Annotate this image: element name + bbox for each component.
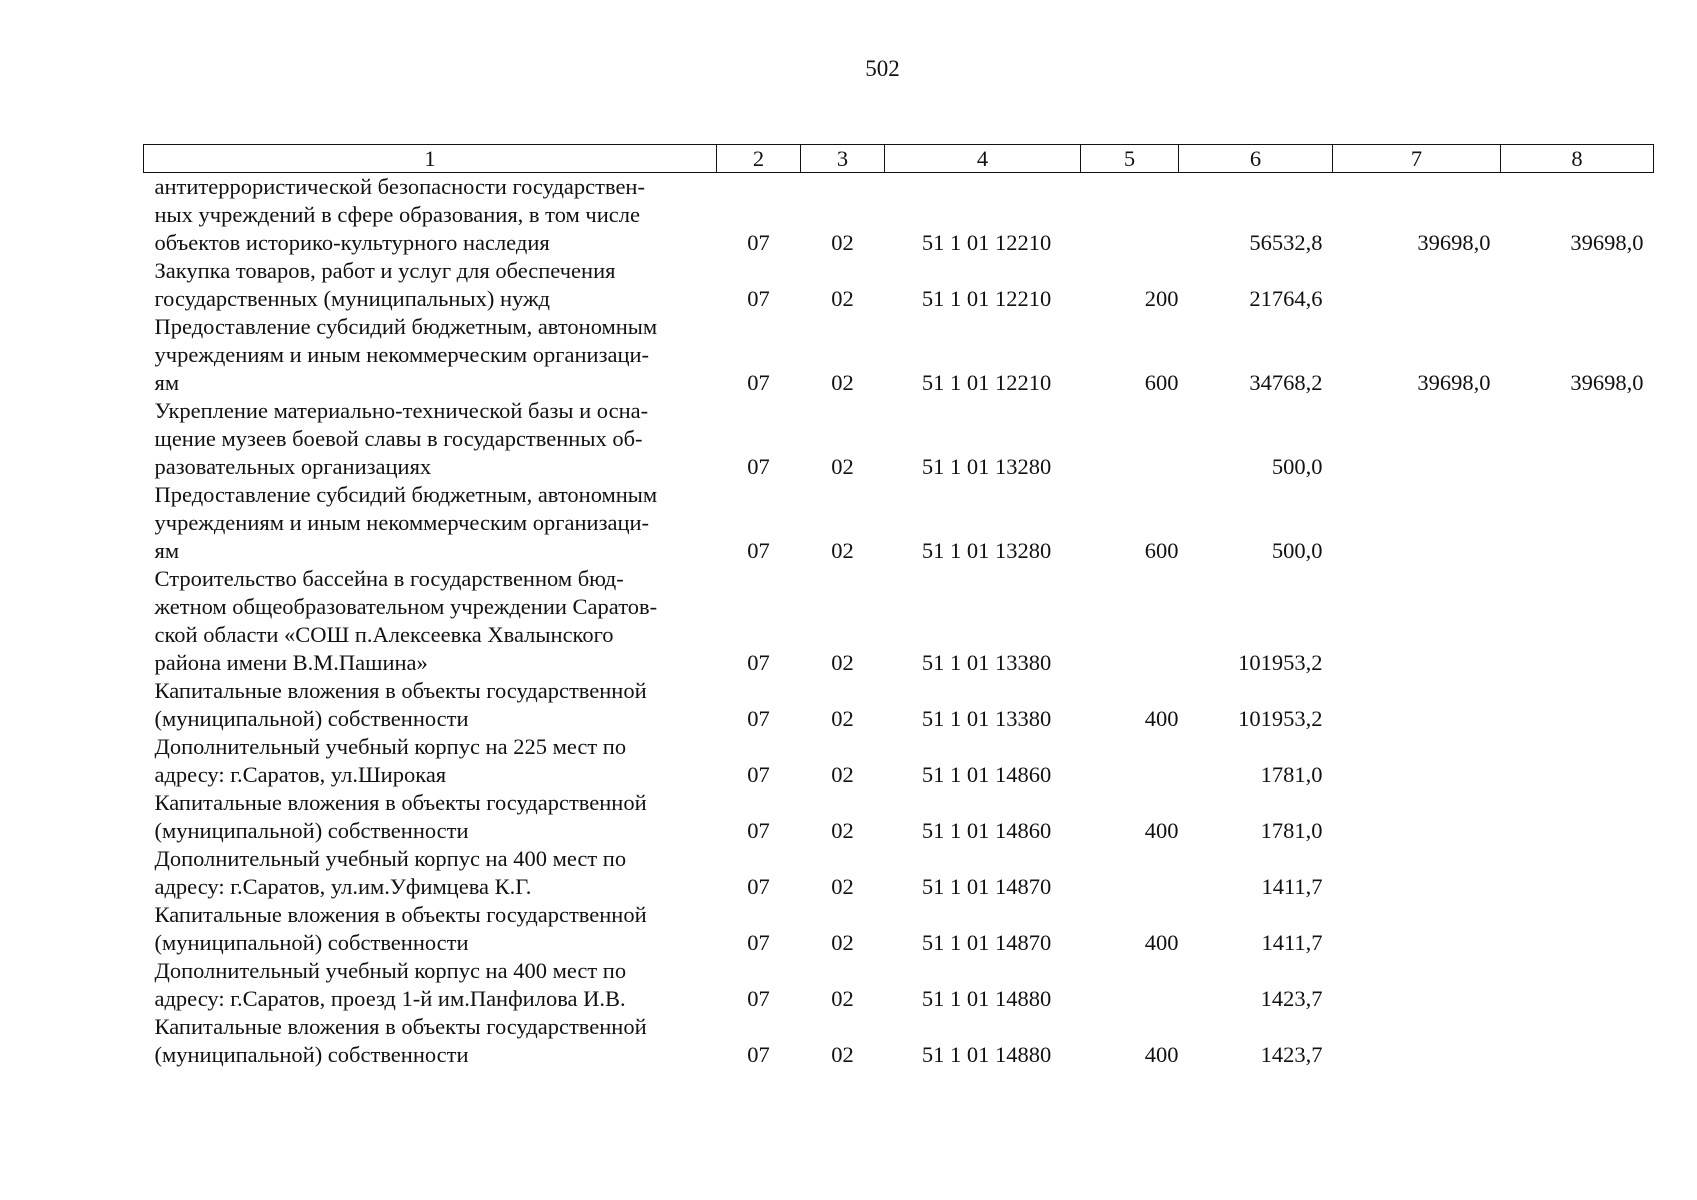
row-description: антитеррористической безопасности государствен- ных учреждений в сфере образования, в том числе объектов историко-культурного наследия xyxy=(154,174,645,255)
row-amount-col-8 xyxy=(1501,257,1654,313)
row-subsection: 02 xyxy=(831,650,854,675)
row-expense-type: 200 xyxy=(1144,286,1179,311)
row-target-code: 51 1 01 12210 xyxy=(921,230,1052,255)
budget-table xyxy=(143,144,1654,1069)
row-amount-col-8 xyxy=(1501,397,1654,481)
header-col-4: 4 xyxy=(885,145,1081,173)
row-amount-col-8 xyxy=(1501,789,1654,845)
table-row xyxy=(144,313,1654,397)
row-target-code: 51 1 01 14880 xyxy=(921,986,1052,1011)
row-expense-type: 400 xyxy=(1144,930,1179,955)
row-description: Укрепление материально-технической базы и осна- щение музеев боевой славы в государственных об- разовательных организациях xyxy=(154,398,649,479)
row-amount-col-6: 1411,7 xyxy=(1261,930,1323,955)
row-amount-col-6: 101953,2 xyxy=(1238,650,1323,675)
header-col-7: 7 xyxy=(1333,145,1501,173)
row-amount-col-8 xyxy=(1501,565,1654,677)
row-amount-col-7 xyxy=(1333,845,1501,901)
row-expense-type: 400 xyxy=(1144,1042,1179,1067)
table-row xyxy=(144,789,1654,845)
row-subsection: 02 xyxy=(831,1042,854,1067)
row-expense-type xyxy=(1081,173,1179,258)
row-expense-type xyxy=(1081,397,1179,481)
row-subsection: 02 xyxy=(831,538,854,563)
table-row xyxy=(144,565,1654,677)
header-row xyxy=(144,145,1654,173)
row-amount-col-7 xyxy=(1333,257,1501,313)
table-row xyxy=(144,733,1654,789)
row-amount-col-7 xyxy=(1333,1013,1501,1069)
row-target-code: 51 1 01 13280 xyxy=(921,538,1052,563)
row-amount-col-6: 1411,7 xyxy=(1261,874,1323,899)
row-expense-type: 400 xyxy=(1144,818,1179,843)
row-amount-col-8 xyxy=(1501,957,1654,1013)
row-section: 07 xyxy=(747,538,770,563)
row-amount-col-6: 1423,7 xyxy=(1260,1042,1323,1067)
row-description: Предоставление субсидий бюджетным, автономным учреждениям и иным некоммерческим организаци- ям xyxy=(154,482,658,563)
header-col-8: 8 xyxy=(1501,145,1654,173)
row-section: 07 xyxy=(747,762,770,787)
table-row xyxy=(144,1013,1654,1069)
row-section: 07 xyxy=(747,370,770,395)
row-target-code: 51 1 01 14860 xyxy=(921,818,1052,843)
row-amount-col-7 xyxy=(1333,565,1501,677)
row-description: Капитальные вложения в объекты государственной (муниципальной) собственности xyxy=(154,1014,647,1067)
header-col-1: 1 xyxy=(144,145,717,173)
table-body xyxy=(144,173,1654,1070)
row-amount-col-7 xyxy=(1333,901,1501,957)
table-row xyxy=(144,397,1654,481)
row-target-code: 51 1 01 14870 xyxy=(921,874,1052,899)
row-subsection: 02 xyxy=(831,818,854,843)
table-row xyxy=(144,957,1654,1013)
table-row xyxy=(144,677,1654,733)
row-amount-col-7 xyxy=(1333,481,1501,565)
table-row xyxy=(144,173,1654,258)
row-section: 07 xyxy=(747,818,770,843)
row-amount-col-6: 1781,0 xyxy=(1260,762,1323,787)
row-expense-type xyxy=(1081,733,1179,789)
row-section: 07 xyxy=(747,650,770,675)
header-col-5: 5 xyxy=(1081,145,1179,173)
row-amount-col-6: 56532,8 xyxy=(1249,230,1323,255)
row-section: 07 xyxy=(747,986,770,1011)
row-amount-col-6: 1423,7 xyxy=(1260,986,1323,1011)
table-row xyxy=(144,481,1654,565)
row-description: Дополнительный учебный корпус на 225 мест по адресу: г.Саратов, ул.Широкая xyxy=(154,734,627,787)
row-amount-col-7: 39698,0 xyxy=(1417,370,1491,395)
row-target-code: 51 1 01 13380 xyxy=(921,650,1052,675)
row-subsection: 02 xyxy=(831,706,854,731)
row-expense-type: 400 xyxy=(1144,706,1179,731)
row-target-code: 51 1 01 12210 xyxy=(921,370,1052,395)
row-target-code: 51 1 01 13280 xyxy=(921,454,1052,479)
budget-table-container xyxy=(143,144,1653,1069)
row-subsection: 02 xyxy=(831,454,854,479)
table-row xyxy=(144,257,1654,313)
header-col-3: 3 xyxy=(801,145,885,173)
row-amount-col-6: 101953,2 xyxy=(1238,706,1323,731)
row-subsection: 02 xyxy=(831,762,854,787)
row-target-code: 51 1 01 13380 xyxy=(921,706,1052,731)
row-section: 07 xyxy=(747,874,770,899)
row-amount-col-6: 1781,0 xyxy=(1260,818,1323,843)
row-target-code: 51 1 01 14880 xyxy=(921,1042,1052,1067)
row-section: 07 xyxy=(747,1042,770,1067)
row-amount-col-8 xyxy=(1501,677,1654,733)
row-amount-col-8 xyxy=(1501,845,1654,901)
row-description: Капитальные вложения в объекты государственной (муниципальной) собственности xyxy=(154,790,647,843)
row-target-code: 51 1 01 12210 xyxy=(921,286,1052,311)
row-description: Предоставление субсидий бюджетным, автономным учреждениям и иным некоммерческим организаци- ям xyxy=(154,314,658,395)
row-amount-col-7 xyxy=(1333,957,1501,1013)
row-amount-col-7 xyxy=(1333,677,1501,733)
row-description: Капитальные вложения в объекты государственной (муниципальной) собственности xyxy=(154,902,647,955)
row-expense-type: 600 xyxy=(1144,538,1179,563)
row-subsection: 02 xyxy=(831,874,854,899)
row-subsection: 02 xyxy=(831,286,854,311)
header-col-2: 2 xyxy=(717,145,801,173)
row-section: 07 xyxy=(747,230,770,255)
row-amount-col-7 xyxy=(1333,733,1501,789)
row-amount-col-6: 34768,2 xyxy=(1249,370,1323,395)
row-subsection: 02 xyxy=(831,230,854,255)
row-amount-col-7 xyxy=(1333,789,1501,845)
row-amount-col-8 xyxy=(1501,733,1654,789)
row-amount-col-7 xyxy=(1333,397,1501,481)
row-amount-col-8: 39698,0 xyxy=(1570,370,1644,395)
row-section: 07 xyxy=(747,286,770,311)
row-subsection: 02 xyxy=(831,370,854,395)
row-amount-col-6: 500,0 xyxy=(1271,538,1323,563)
row-description: Строительство бассейна в государственном бюд- жетном общеобразовательном учреждении Саратов- ской области «СОШ п.Алексеевка Хвалынского района имени В.М.Пашина» xyxy=(154,566,658,675)
row-amount-col-6: 21764,6 xyxy=(1249,286,1323,311)
table-row xyxy=(144,901,1654,957)
row-target-code: 51 1 01 14860 xyxy=(921,762,1052,787)
header-col-6: 6 xyxy=(1179,145,1333,173)
row-amount-col-8 xyxy=(1501,481,1654,565)
row-section: 07 xyxy=(747,930,770,955)
row-amount-col-6: 500,0 xyxy=(1271,454,1323,479)
row-subsection: 02 xyxy=(831,930,854,955)
row-expense-type xyxy=(1081,845,1179,901)
row-amount-col-8: 39698,0 xyxy=(1570,230,1644,255)
row-expense-type xyxy=(1081,957,1179,1013)
row-description: Дополнительный учебный корпус на 400 мест по адресу: г.Саратов, проезд 1-й им.Панфилова И.В. xyxy=(154,958,627,1011)
row-description: Капитальные вложения в объекты государственной (муниципальной) собственности xyxy=(154,678,647,731)
row-expense-type: 600 xyxy=(1144,370,1179,395)
row-subsection: 02 xyxy=(831,986,854,1011)
row-amount-col-8 xyxy=(1501,901,1654,957)
row-amount-col-7: 39698,0 xyxy=(1417,230,1491,255)
row-section: 07 xyxy=(747,454,770,479)
row-section: 07 xyxy=(747,706,770,731)
table-header xyxy=(144,145,1654,173)
row-expense-type xyxy=(1081,565,1179,677)
row-description: Закупка товаров, работ и услуг для обеспечения государственных (муниципальных) нужд xyxy=(154,258,616,311)
page-number: 502 xyxy=(865,56,900,81)
table-row xyxy=(144,845,1654,901)
row-description: Дополнительный учебный корпус на 400 мест по адресу: г.Саратов, ул.им.Уфимцева К.Г. xyxy=(154,846,627,899)
row-target-code: 51 1 01 14870 xyxy=(921,930,1052,955)
row-amount-col-8 xyxy=(1501,1013,1654,1069)
